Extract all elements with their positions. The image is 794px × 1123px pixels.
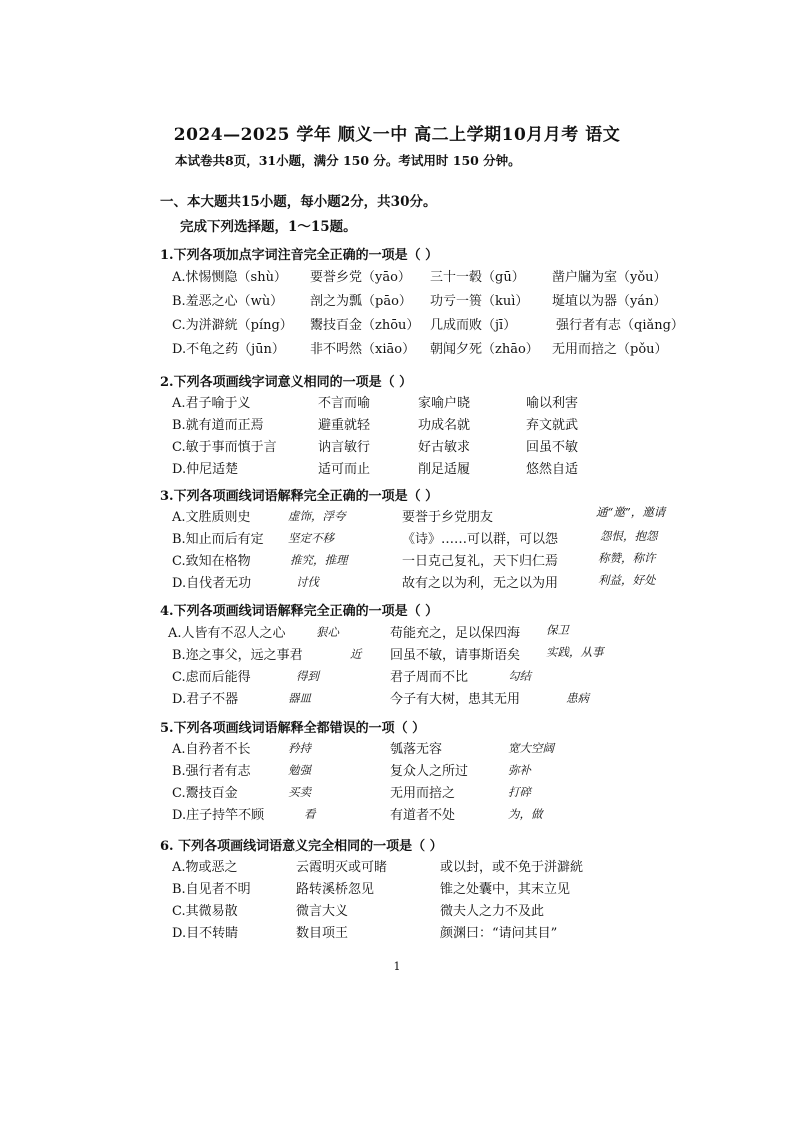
option-cell: 朝闻夕死（zhāo） xyxy=(430,342,539,357)
option-cell: 为，做 xyxy=(508,807,543,821)
option-cell: A.怵惕恻隐（shù） xyxy=(172,270,287,285)
option-cell: 弥补 xyxy=(508,763,531,777)
exam-subtitle: 本试卷共8页，31小题，满分 150 分。考试用时 150 分钟。 xyxy=(175,153,521,168)
question-6-option-c xyxy=(0,900,794,922)
option-cell: 君子周而不比 xyxy=(390,670,469,685)
option-cell: D.目不转睛 xyxy=(172,926,239,941)
option-cell: 微言大义 xyxy=(296,904,349,919)
question-3-option-a xyxy=(0,506,794,528)
section-heading: 一、本大题共15小题，每小题2分，共30分。 xyxy=(160,194,437,210)
option-cell: 今子有大树，患其无用 xyxy=(390,692,521,707)
option-cell: 非不呺然（xiāo） xyxy=(310,342,416,357)
question-6-option-b xyxy=(0,878,794,900)
option-cell: B.就有道而正焉 xyxy=(172,418,264,433)
option-cell: 瓠落无容 xyxy=(390,742,443,757)
option-cell: 三十一毂（gū） xyxy=(430,270,525,285)
option-cell: 称赞，称许 xyxy=(598,551,656,565)
question-1-option-d xyxy=(0,338,794,360)
option-cell: C.致知在格物 xyxy=(172,554,251,569)
question-6-stem: 6. 下列各项画线词语意义完全相同的一项是（ ） xyxy=(160,839,443,854)
question-2-option-b xyxy=(0,414,794,436)
option-cell: A.人皆有不忍人之心 xyxy=(168,626,286,641)
option-cell: 勉强 xyxy=(288,763,311,777)
option-cell: A.文胜质则史 xyxy=(172,510,251,525)
question-2-option-a xyxy=(0,392,794,414)
question-4-stem: 4.下列各项画线词语解释完全正确的一项是（ ） xyxy=(160,604,439,619)
option-cell: 锥之处囊中，其末立见 xyxy=(440,882,571,897)
option-cell: 得到 xyxy=(296,669,319,683)
option-cell: D.仲尼适楚 xyxy=(172,462,239,477)
option-cell: 通“邀”，邀请 xyxy=(596,505,666,519)
option-cell: 强行者有志（qiǎng） xyxy=(556,318,684,333)
option-cell: 打碎 xyxy=(508,785,531,799)
option-cell: 实践，从事 xyxy=(546,645,604,659)
option-cell: 凿户牖为室（yǒu） xyxy=(552,270,667,285)
option-cell: 避重就轻 xyxy=(318,418,371,433)
option-cell: 数目项王 xyxy=(296,926,349,941)
option-cell: 虚饰，浮夸 xyxy=(288,509,346,523)
option-cell: 故有之以为利，无之以为用 xyxy=(402,576,559,591)
option-cell: 《诗》……可以群，可以怨 xyxy=(402,532,559,547)
option-cell: B.羞恶之心（wù） xyxy=(172,294,284,309)
option-cell: 苟能充之，足以保四海 xyxy=(390,626,521,641)
option-cell: 看 xyxy=(304,807,316,821)
option-cell: 剖之为瓢（pāo） xyxy=(310,294,412,309)
question-5-option-a xyxy=(0,738,794,760)
option-cell: D.不龟之药（jūn） xyxy=(172,342,285,357)
option-cell: 颜渊曰：“请问其目” xyxy=(440,926,558,941)
option-cell: A.自矜者不长 xyxy=(172,742,251,757)
option-cell: 悠然自适 xyxy=(526,462,579,477)
option-cell: 狠心 xyxy=(316,625,339,639)
option-cell: B.自见者不明 xyxy=(172,882,251,897)
question-3-option-c xyxy=(0,550,794,572)
option-cell: 云霞明灭或可睹 xyxy=(296,860,388,875)
option-cell: C.为洴澼絖（píng） xyxy=(172,318,293,333)
option-cell: C.鬻技百金 xyxy=(172,786,238,801)
question-5-option-c xyxy=(0,782,794,804)
question-4-option-c xyxy=(0,666,794,688)
question-1-option-c xyxy=(0,314,794,336)
question-2-option-c xyxy=(0,436,794,458)
option-cell: 弃文就武 xyxy=(526,418,579,433)
option-cell: 路转溪桥忽见 xyxy=(296,882,375,897)
question-3-option-b xyxy=(0,528,794,550)
question-1-option-b xyxy=(0,290,794,312)
option-cell: 宽大空阔 xyxy=(508,741,554,755)
option-cell: 一日克己复礼，天下归仁焉 xyxy=(402,554,559,569)
option-cell: B.强行者有志 xyxy=(172,764,251,779)
option-cell: 矜持 xyxy=(288,741,311,755)
option-cell: 不言而喻 xyxy=(318,396,371,411)
option-cell: 回虽不敏 xyxy=(526,440,579,455)
option-cell: 坚定不移 xyxy=(288,531,334,545)
option-cell: 无用而掊之（pǒu） xyxy=(552,342,668,357)
option-cell: 复众人之所过 xyxy=(390,764,469,779)
question-3-option-d xyxy=(0,572,794,594)
option-cell: 利益，好处 xyxy=(598,573,656,587)
option-cell: 患病 xyxy=(566,691,589,705)
question-5-stem: 5.下列各项画线词语解释全都错误的一项（ ） xyxy=(160,721,426,736)
option-cell: 近 xyxy=(350,647,362,661)
page-number: 1 xyxy=(393,960,401,973)
option-cell: 功亏一篑（kuì） xyxy=(430,294,529,309)
option-cell: B.知止而后有定 xyxy=(172,532,264,547)
option-cell: 推究，推理 xyxy=(290,553,348,567)
option-cell: 功成名就 xyxy=(418,418,471,433)
option-cell: 器皿 xyxy=(288,691,311,705)
option-cell: 要誉于乡党朋友 xyxy=(402,510,494,525)
option-cell: D.庄子持竿不顾 xyxy=(172,808,265,823)
question-5-option-d xyxy=(0,804,794,826)
option-cell: 买卖 xyxy=(288,785,311,799)
option-cell: B.迩之事父，远之事君 xyxy=(172,648,303,663)
option-cell: 要誉乡党（yāo） xyxy=(310,270,411,285)
section-instruction: 完成下列选择题，1～15题。 xyxy=(180,219,357,235)
option-cell: C.敏于事而慎于言 xyxy=(172,440,277,455)
option-cell: 喻以利害 xyxy=(526,396,579,411)
question-5-option-b xyxy=(0,760,794,782)
option-cell: D.自伐者无功 xyxy=(172,576,252,591)
option-cell: C.其微易散 xyxy=(172,904,238,919)
question-1-option-a xyxy=(0,266,794,288)
question-3-stem: 3.下列各项画线词语解释完全正确的一项是（ ） xyxy=(160,489,439,504)
option-cell: 讨伐 xyxy=(296,575,319,589)
option-cell: C.虑而后能得 xyxy=(172,670,251,685)
option-cell: 怨恨，抱怨 xyxy=(600,529,658,543)
exam-title: 2024—2025 学年 顺义一中 高二上学期10月月考 语文 xyxy=(173,125,621,145)
question-1-stem: 1.下列各项加点字词注音完全正确的一项是（ ） xyxy=(160,248,439,263)
option-cell: 埏埴以为器（yán） xyxy=(552,294,667,309)
option-cell: 或以封，或不免于洴澼絖 xyxy=(440,860,584,875)
option-cell: 无用而掊之 xyxy=(390,786,456,801)
option-cell: 微夫人之力不及此 xyxy=(440,904,545,919)
question-2-option-d xyxy=(0,458,794,480)
option-cell: 几成而败（jī） xyxy=(430,318,517,333)
option-cell: 适可而止 xyxy=(318,462,371,477)
question-4-option-d xyxy=(0,688,794,710)
question-6-option-d xyxy=(0,922,794,944)
option-cell: 削足适履 xyxy=(418,462,471,477)
option-cell: 鬻技百金（zhōu） xyxy=(310,318,420,333)
option-cell: 有道者不处 xyxy=(390,808,456,823)
question-6-option-a xyxy=(0,856,794,878)
option-cell: A.君子喻于义 xyxy=(172,396,251,411)
option-cell: 保卫 xyxy=(546,623,569,637)
option-cell: 家喻户晓 xyxy=(418,396,471,411)
option-cell: A.物或恶之 xyxy=(172,860,238,875)
question-4-option-b xyxy=(0,644,794,666)
option-cell: 勾结 xyxy=(508,669,531,683)
option-cell: D.君子不器 xyxy=(172,692,239,707)
option-cell: 好古敏求 xyxy=(418,440,471,455)
question-4-option-a xyxy=(0,622,794,644)
option-cell: 讷言敏行 xyxy=(318,440,371,455)
option-cell: 回虽不敏，请事斯语矣 xyxy=(390,648,521,663)
question-2-stem: 2.下列各项画线字词意义相同的一项是（ ） xyxy=(160,375,413,390)
